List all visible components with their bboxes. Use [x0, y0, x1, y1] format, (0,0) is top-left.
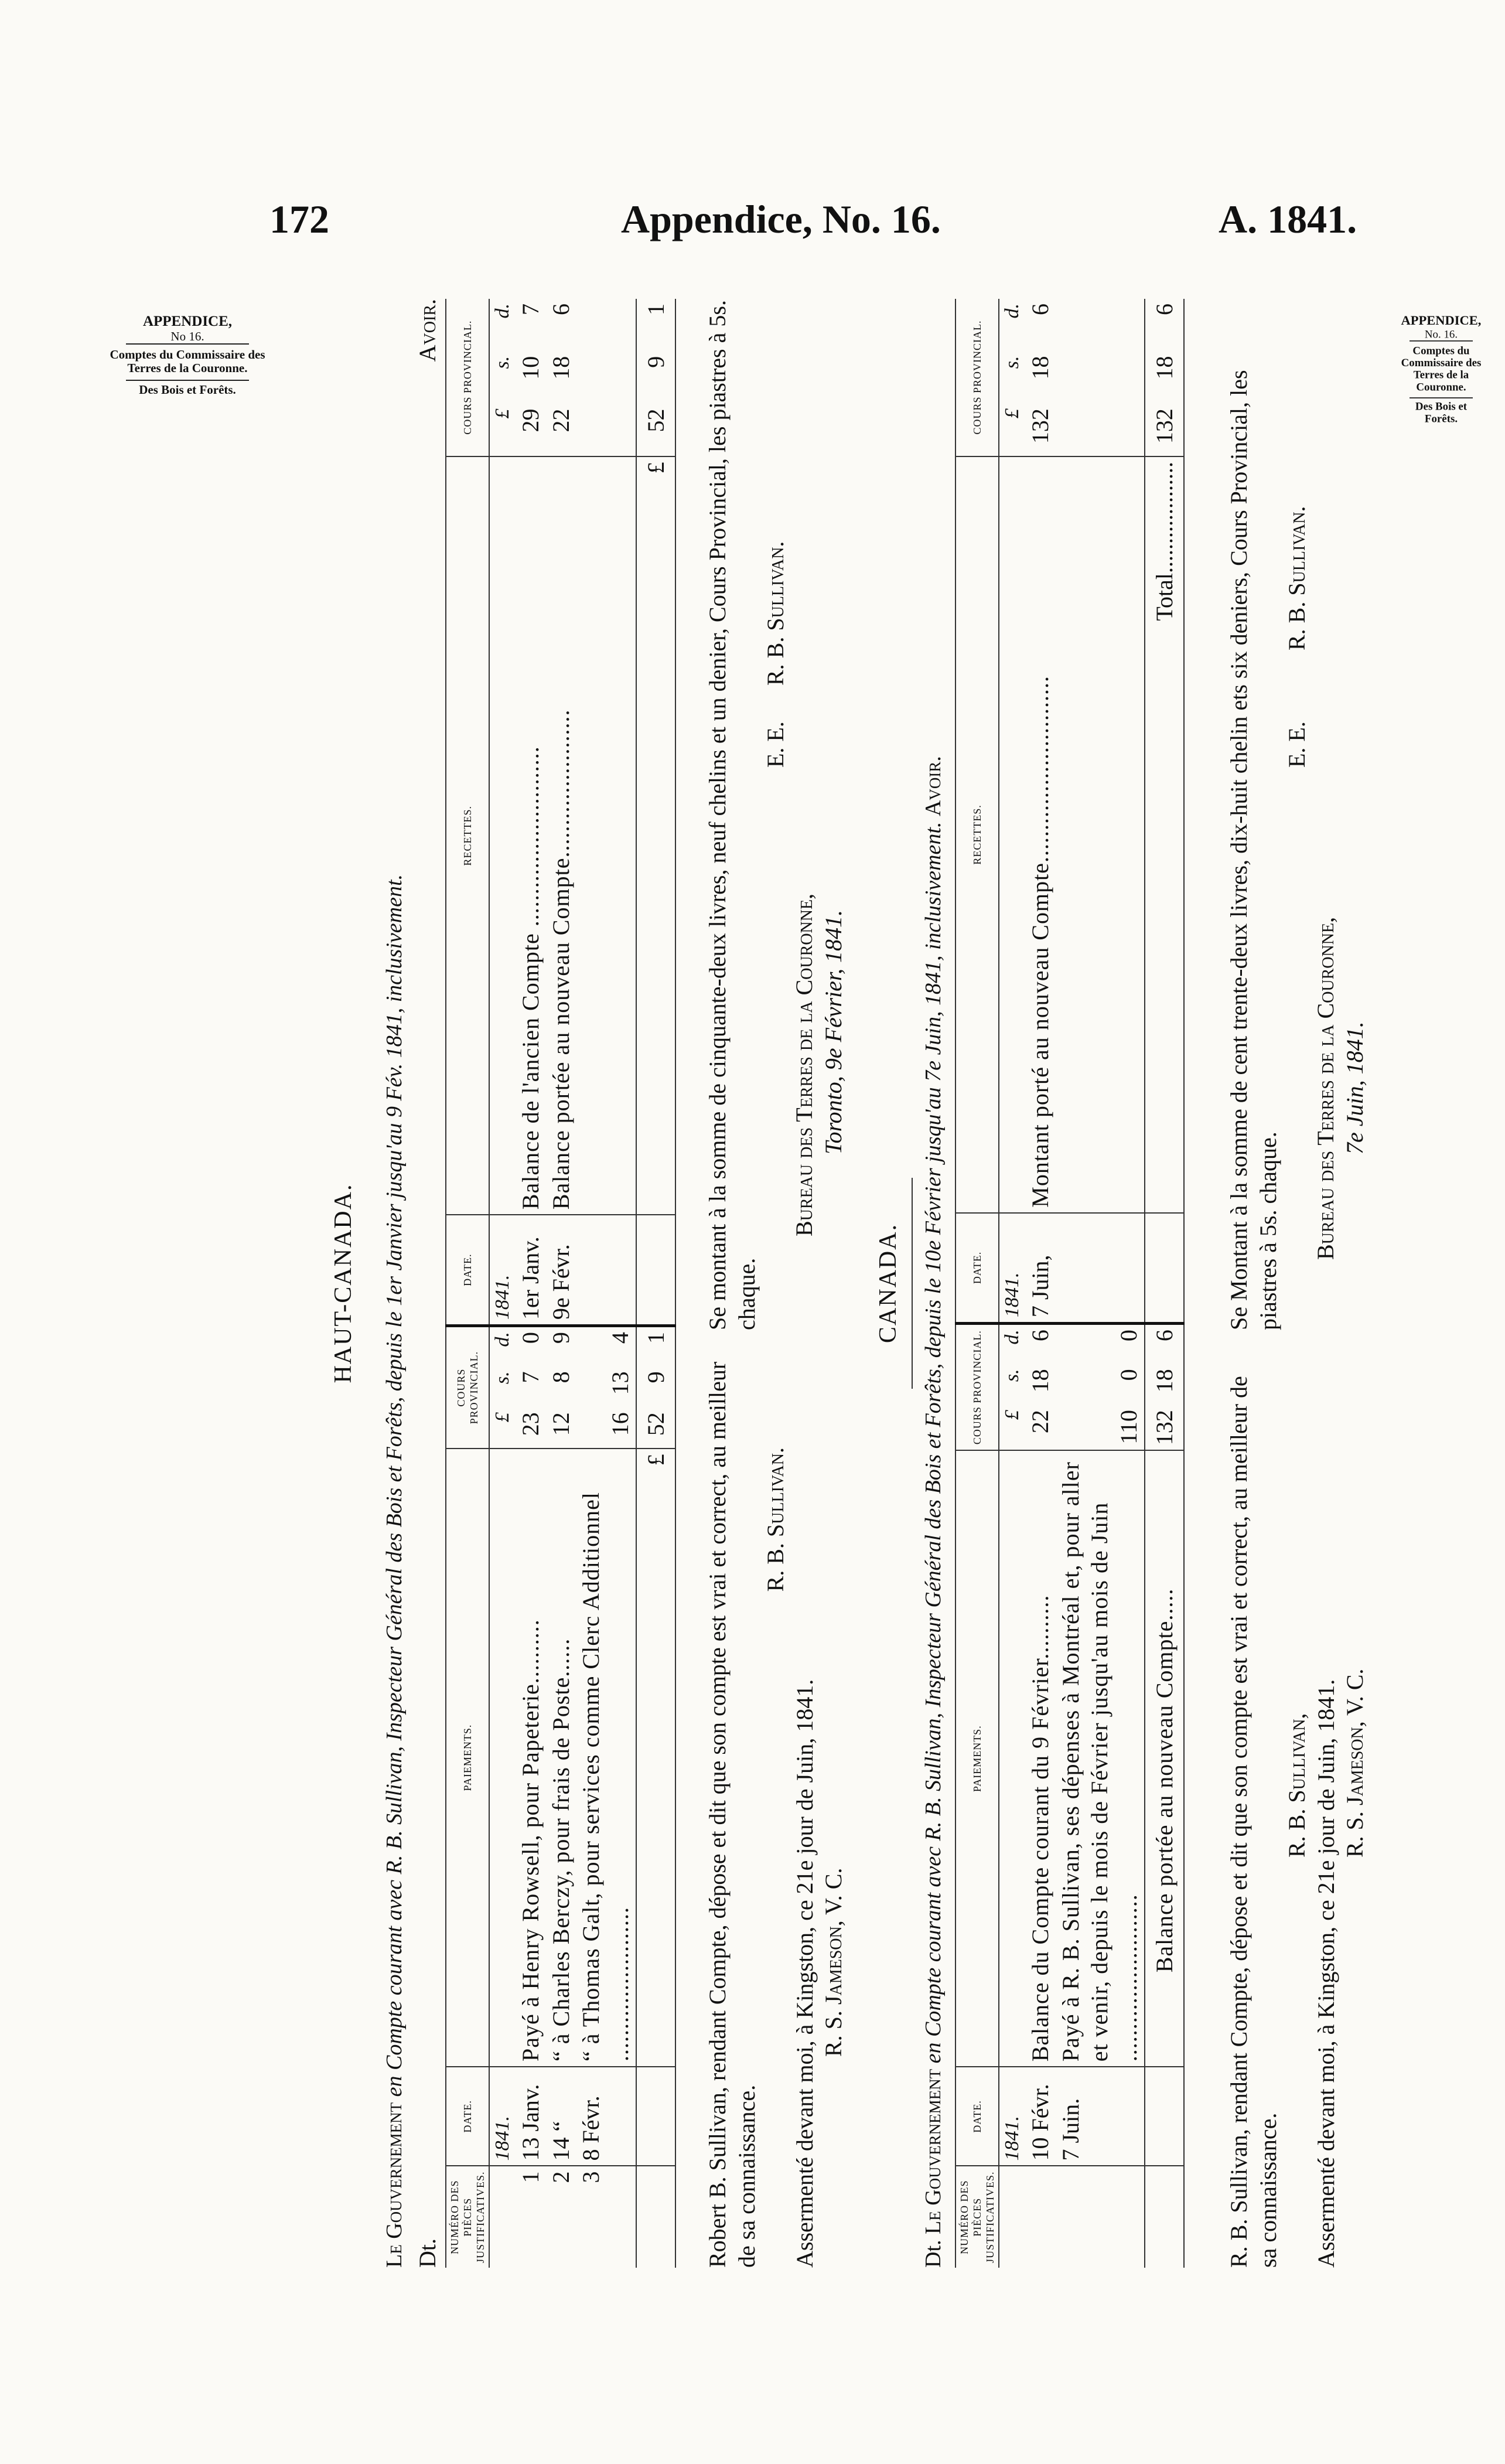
pence-label: d.: [1001, 304, 1023, 319]
total-shillings: 9: [636, 1366, 676, 1407]
voucher-number: 3: [578, 2171, 605, 2183]
amount-shillings: 10: [517, 356, 544, 380]
shilling-label: s.: [1001, 1369, 1023, 1382]
page-number: 172: [269, 197, 329, 241]
attest-ee: E. E.: [1284, 721, 1311, 768]
receipts-total-label: Total...................: [1145, 456, 1185, 1213]
attest-sworn: Assermenté devant moi, à Kingston, ce 21e jour de Juin, 1841.: [1312, 1679, 1339, 2268]
amount-pounds: 23: [516, 1407, 546, 1449]
avoir-label: Avoir.: [921, 756, 946, 817]
dt-avoir-row: [413, 299, 442, 2268]
amount-shillings: 7: [517, 1371, 544, 1383]
pence-label: d.: [492, 1332, 513, 1347]
col-date: DATE.: [955, 1213, 999, 1324]
receipt-date: 9e Févr.: [546, 1215, 576, 1325]
margin-note-title: Comptes du Commissaire des Terres de la Couronne.: [1401, 343, 1482, 393]
account-table-1: [445, 299, 676, 2268]
voucher-number: 2: [547, 2171, 574, 2183]
attest-sworn: Assermenté devant moi, à Kingston, ce 21e jour de Juin, 1841.: [791, 1679, 818, 2268]
pound-sign: £: [636, 456, 676, 1215]
page-title: Appendice, No. 16.: [621, 197, 941, 241]
col-paiements: PAIEMENTS.: [955, 1450, 999, 2067]
table-row: [576, 299, 636, 2268]
account-title-rest: en Compte courant avec R. B. Sullivan, Inspecteur Général des Bois et Forêts, depuis le 10e Février jusqu'au 7e Juin, 1841, inclusivement.: [921, 822, 946, 2064]
payment-desc: Payé à Henry Rowsell, pour Papeterie..........: [516, 1449, 546, 2067]
account-title-lead: Le Gouvernement: [382, 2102, 407, 2268]
table-row: [546, 299, 576, 2268]
attest-signature: R. B. Sullivan,: [1284, 1713, 1311, 1858]
col-cours: COURS PROVINCIAL.: [955, 1324, 999, 1451]
amount-pence: 9: [547, 1332, 574, 1344]
col-numero: NUMÉRO DES PIÈCES JUSTIFICATIVES.: [446, 2166, 489, 2268]
amount-pence: 0: [517, 1332, 544, 1344]
payment-desc: Balance portée au nouveau Compte.....: [1145, 1450, 1185, 2067]
dt-label: Dt.: [414, 2238, 441, 2268]
payment-desc: Payé à R. B. Sullivan, ses dépenses à Montréal et, pour aller et venir, depuis le mois de Février jusqu'au mois de Juin ..........................: [1056, 1450, 1145, 2067]
totals-row: [1145, 299, 1185, 2268]
payment-desc: “ à Charles Berczy, pour frais de Poste......: [546, 1449, 576, 2067]
amount-pounds: 16: [576, 1407, 636, 1449]
year-label: 1841.: [999, 1213, 1025, 1324]
margin-note-detail: Des Bois et Forêts.: [1410, 397, 1473, 425]
amount-pounds: 132: [1025, 404, 1056, 456]
col-paiements: PAIEMENTS.: [446, 1449, 489, 2067]
table-row: [1056, 299, 1145, 2268]
pound-label: £: [999, 1405, 1025, 1450]
avoir-label: Avoir.: [414, 299, 441, 362]
total-shillings: 9: [636, 352, 676, 404]
amount-pounds: 29: [516, 404, 546, 457]
receipt-desc: Montant porté au nouveau Compte.............................: [1025, 456, 1056, 1213]
shilling-label: s.: [492, 356, 513, 369]
attest-place: 7e Juin, 1841.: [1341, 1021, 1368, 1154]
amount-shillings: 0: [1115, 1369, 1142, 1381]
attest-bureau: Bureau des Terres de la Couronne,: [791, 893, 818, 1236]
amount-shillings: 13: [606, 1371, 633, 1395]
pound-label: £: [489, 404, 516, 457]
pence-label: d.: [1001, 1330, 1023, 1345]
payment-date: 14 “: [546, 2067, 576, 2166]
col-date: DATE.: [446, 1215, 489, 1325]
attest-jp: R. S. Jameson, V. C.: [1342, 1668, 1369, 1858]
amount-shillings: 8: [547, 1371, 574, 1383]
margin-note-detail: Des Bois et Forêts.: [126, 380, 249, 397]
margin-note-right: [1388, 313, 1494, 425]
col-date: DATE.: [955, 2067, 999, 2166]
account-title-rest: en Compte courant avec R. B. Sullivan, Inspecteur Général des Bois et Forêts, depuis le 1er Janvier jusqu'au 9 Fév. 1841, inclusivement.: [382, 874, 407, 2097]
payment-date: 13 Janv.: [516, 2067, 546, 2166]
amount-shillings: 18: [1027, 1369, 1054, 1393]
shilling-label: s.: [1001, 356, 1023, 369]
amount-shillings: 18: [547, 356, 574, 380]
total-pence: 1: [636, 299, 676, 352]
attest-place: Toronto, 9e Février, 1841.: [820, 909, 847, 1154]
amount-pence: 4: [606, 1332, 633, 1344]
amount-pence: 6: [1027, 1330, 1054, 1342]
section-divider: [912, 1178, 913, 1389]
attest-signature: R. B. Sullivan.: [762, 541, 789, 686]
col-recettes: RECETTES.: [446, 456, 489, 1215]
attest-signature: R. B. Sullivan.: [762, 1447, 789, 1592]
receipt-desc: Balance portée au nouveau Compte.......................: [546, 456, 576, 1215]
total-pence: 1: [636, 1326, 676, 1367]
payment-date: 10 Févr.: [1025, 2067, 1056, 2166]
attest-text: Robert B. Sullivan, rendant Compte, dépose et dit que son compte est vrai et correct, au meilleur de sa connaissance.: [704, 1361, 760, 2268]
rotated-page-body: [328, 299, 1383, 2268]
pound-label: £: [489, 1407, 516, 1449]
total-shillings: 18: [1145, 1364, 1185, 1405]
account-title-lead: Le Gouvernement: [921, 2068, 946, 2234]
table-row: [1025, 299, 1056, 2268]
total-pounds: 52: [636, 404, 676, 457]
region-title: HAUT-CANADA.: [330, 1183, 357, 1383]
margin-note-title: Comptes du Commissaire des Terres de la Couronne.: [110, 347, 265, 375]
attest-text: R. B. Sullivan, rendant Compte, dépose et dit que son compte est vrai et correct, au meilleur de sa connaissance.: [1226, 1376, 1281, 2268]
amount-pence: 6: [547, 304, 574, 315]
attest-bureau: Bureau des Terres de la Couronne,: [1312, 916, 1339, 1260]
pence-label: d.: [492, 304, 513, 319]
col-cours: COURS PROVINCIAL.: [446, 1326, 489, 1449]
amount-pounds: 12: [546, 1407, 576, 1449]
total-shillings: 18: [1145, 352, 1185, 404]
amount-pence: 0: [1115, 1330, 1142, 1342]
margin-note-sub: No 16.: [126, 330, 249, 345]
payment-desc: “ à Thomas Galt, pour services comme Clerc Additionnel ........................: [576, 1449, 636, 2067]
pound-label: £: [999, 404, 1025, 456]
receipt-desc: Balance de l'ancien Compte ............................: [516, 456, 546, 1215]
account-title: [381, 299, 408, 2268]
year-label: 1841.: [489, 1215, 516, 1325]
col-cours: COURS PROVINCIAL.: [955, 299, 999, 456]
amount-pence: 6: [1027, 304, 1054, 315]
table-row: [516, 299, 546, 2268]
year-label: 1841.: [489, 2067, 516, 2166]
receipt-date: 7 Juin,: [1025, 1213, 1056, 1324]
attest-signature: R. B. Sullivan.: [1283, 506, 1310, 650]
voucher-number: 1: [517, 2171, 544, 2183]
total-pounds: 132: [1145, 1405, 1185, 1450]
total-pence: 6: [1145, 299, 1185, 352]
payment-desc: Balance du Compte courant du 9 Février..........: [1025, 1450, 1056, 2067]
margin-note-left: [103, 313, 272, 397]
attestation-2: [1224, 299, 1377, 2268]
payment-date: 7 Juin.: [1056, 2067, 1145, 2166]
amount-pounds: 22: [1025, 1405, 1056, 1450]
account-table-2: [955, 299, 1185, 2268]
attest-text: Se Montant à la somme de cent trente-deux livres, dix-huit chelin ets six deniers, Cours Provincial, les piastres à 5s. chaque.: [1226, 370, 1281, 1330]
total-pounds: 132: [1145, 404, 1185, 456]
amount-pounds: 110: [1056, 1405, 1145, 1450]
totals-row: [636, 299, 676, 2268]
region-title: CANADA.: [875, 1223, 902, 1344]
total-pence: 6: [1145, 1324, 1185, 1365]
margin-note-sub: No. 16.: [1410, 328, 1473, 342]
margin-note-heading: APPENDICE,: [1401, 313, 1482, 328]
attest-jp: R. S. Jameson, V. C.: [820, 1867, 847, 2057]
pound-sign: £: [636, 1449, 676, 2067]
amount-shillings: 18: [1027, 356, 1054, 380]
amount-pounds: 22: [546, 404, 576, 457]
receipt-date: 1er Janv.: [516, 1215, 546, 1325]
shilling-label: s.: [492, 1371, 513, 1385]
col-date: DATE.: [446, 2067, 489, 2166]
col-cours: COURS PROVINCIAL.: [446, 299, 489, 456]
attest-text: Se montant à la somme de cinquante-deux livres, neuf chelins et un denier, Cours Provincial, les piastres à 5s. chaque.: [704, 300, 760, 1330]
dt-label: Dt.: [921, 2240, 946, 2268]
attestation-1: [703, 299, 855, 2268]
col-recettes: RECETTES.: [955, 456, 999, 1213]
payment-date: 8 Févr.: [576, 2067, 636, 2166]
amount-pence: 7: [517, 304, 544, 315]
account-title: [920, 299, 947, 2268]
year-label: 1841.: [999, 2067, 1025, 2166]
attest-ee: E. E.: [762, 721, 789, 768]
page-year: A. 1841.: [1219, 197, 1357, 241]
margin-note-heading: APPENDICE,: [142, 313, 233, 329]
col-numero: NUMÉRO DES PIÈCES JUSTIFICATIVES.: [955, 2166, 999, 2268]
total-pounds: 52: [636, 1407, 676, 1449]
